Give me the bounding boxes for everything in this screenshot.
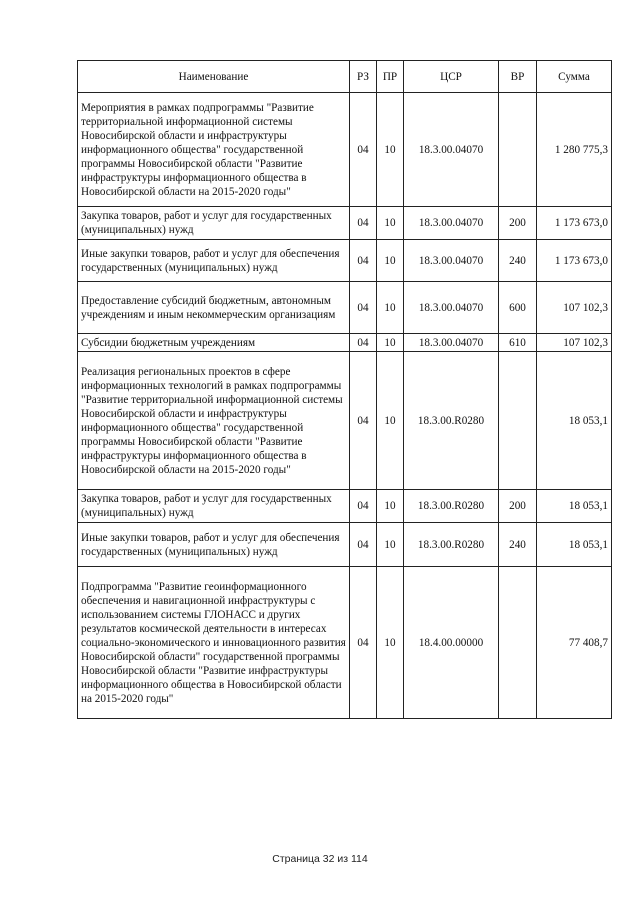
cell-pr: 10 <box>377 240 404 282</box>
cell-name: Предоставление субсидий бюджетным, автономным учреждениям и иным некоммерческим организациям <box>78 282 350 334</box>
cell-sum: 1 280 775,3 <box>537 93 612 207</box>
cell-vr: 240 <box>499 523 537 567</box>
cell-pr: 10 <box>377 93 404 207</box>
cell-name: Закупка товаров, работ и услуг для государственных (муниципальных) нужд <box>78 490 350 523</box>
cell-rz: 04 <box>350 240 377 282</box>
budget-table <box>77 60 612 719</box>
cell-pr: 10 <box>377 282 404 334</box>
cell-pr: 10 <box>377 352 404 490</box>
table-row <box>78 567 612 719</box>
cell-name: Субсидии бюджетным учреждениям <box>78 334 350 352</box>
cell-csr: 18.3.00.R0280 <box>404 523 499 567</box>
cell-pr: 10 <box>377 523 404 567</box>
cell-vr: 200 <box>499 490 537 523</box>
cell-name: Иные закупки товаров, работ и услуг для обеспечения государственных (муниципальных) нужд <box>78 240 350 282</box>
cell-sum: 18 053,1 <box>537 352 612 490</box>
cell-rz: 04 <box>350 352 377 490</box>
cell-vr: 610 <box>499 334 537 352</box>
header-sum: Сумма <box>537 61 612 93</box>
header-rz: РЗ <box>350 61 377 93</box>
table-row <box>78 93 612 207</box>
cell-rz: 04 <box>350 207 377 240</box>
cell-name: Закупка товаров, работ и услуг для государственных (муниципальных) нужд <box>78 207 350 240</box>
table-row <box>78 352 612 490</box>
cell-name: Подпрограмма "Развитие геоинформационного обеспечения и навигационной инфраструктуры с использованием системы ГЛОНАСС и других результатов космической деятельности в интересах социально-экономического и инновационного развития Новосибирской области" государственной программы Новосибирской области "Развитие инфраструктуры информационного общества в Новосибирской области на 2015-2020 годы" <box>78 567 350 719</box>
page-number-footer: Страница 32 из 114 <box>272 853 368 865</box>
cell-sum: 1 173 673,0 <box>537 240 612 282</box>
cell-csr: 18.3.00.04070 <box>404 207 499 240</box>
header-pr: ПР <box>377 61 404 93</box>
cell-csr: 18.3.00.04070 <box>404 282 499 334</box>
header-vr: ВР <box>499 61 537 93</box>
cell-name: Иные закупки товаров, работ и услуг для обеспечения государственных (муниципальных) нужд <box>78 523 350 567</box>
cell-sum: 18 053,1 <box>537 523 612 567</box>
cell-sum: 18 053,1 <box>537 490 612 523</box>
cell-rz: 04 <box>350 490 377 523</box>
cell-pr: 10 <box>377 490 404 523</box>
cell-csr: 18.4.00.00000 <box>404 567 499 719</box>
table-row <box>78 334 612 352</box>
cell-rz: 04 <box>350 567 377 719</box>
cell-rz: 04 <box>350 93 377 207</box>
table-row <box>78 282 612 334</box>
cell-sum: 107 102,3 <box>537 282 612 334</box>
cell-pr: 10 <box>377 334 404 352</box>
cell-vr: 240 <box>499 240 537 282</box>
cell-csr: 18.3.00.R0280 <box>404 352 499 490</box>
header-csr: ЦСР <box>404 61 499 93</box>
cell-vr <box>499 567 537 719</box>
table-row <box>78 490 612 523</box>
cell-vr: 200 <box>499 207 537 240</box>
cell-sum: 107 102,3 <box>537 334 612 352</box>
cell-csr: 18.3.00.04070 <box>404 240 499 282</box>
cell-vr <box>499 93 537 207</box>
cell-rz: 04 <box>350 334 377 352</box>
cell-rz: 04 <box>350 523 377 567</box>
cell-name: Реализация региональных проектов в сфере информационных технологий в рамках подпрограммы "Развитие территориальной информационной системы Новосибирской области и инфраструктуры информационного общества" государственной программы Новосибирской области "Развитие инфраструктуры информационного общества в Новосибирской области на 2015-2020 годы" <box>78 352 350 490</box>
cell-vr: 600 <box>499 282 537 334</box>
cell-csr: 18.3.00.04070 <box>404 334 499 352</box>
header-name: Наименование <box>78 61 350 93</box>
cell-rz: 04 <box>350 282 377 334</box>
table-header-row <box>78 61 612 93</box>
cell-vr <box>499 352 537 490</box>
table-row <box>78 523 612 567</box>
cell-name: Мероприятия в рамках подпрограммы "Развитие территориальной информационной системы Новосибирской области и инфраструктуры информационного общества" государственной программы Новосибирской области "Развитие инфраструктуры информационного общества в Новосибирской области на 2015-2020 годы" <box>78 93 350 207</box>
cell-sum: 1 173 673,0 <box>537 207 612 240</box>
table-row <box>78 207 612 240</box>
cell-pr: 10 <box>377 207 404 240</box>
cell-csr: 18.3.00.04070 <box>404 93 499 207</box>
cell-pr: 10 <box>377 567 404 719</box>
table-row <box>78 240 612 282</box>
cell-csr: 18.3.00.R0280 <box>404 490 499 523</box>
cell-sum: 77 408,7 <box>537 567 612 719</box>
